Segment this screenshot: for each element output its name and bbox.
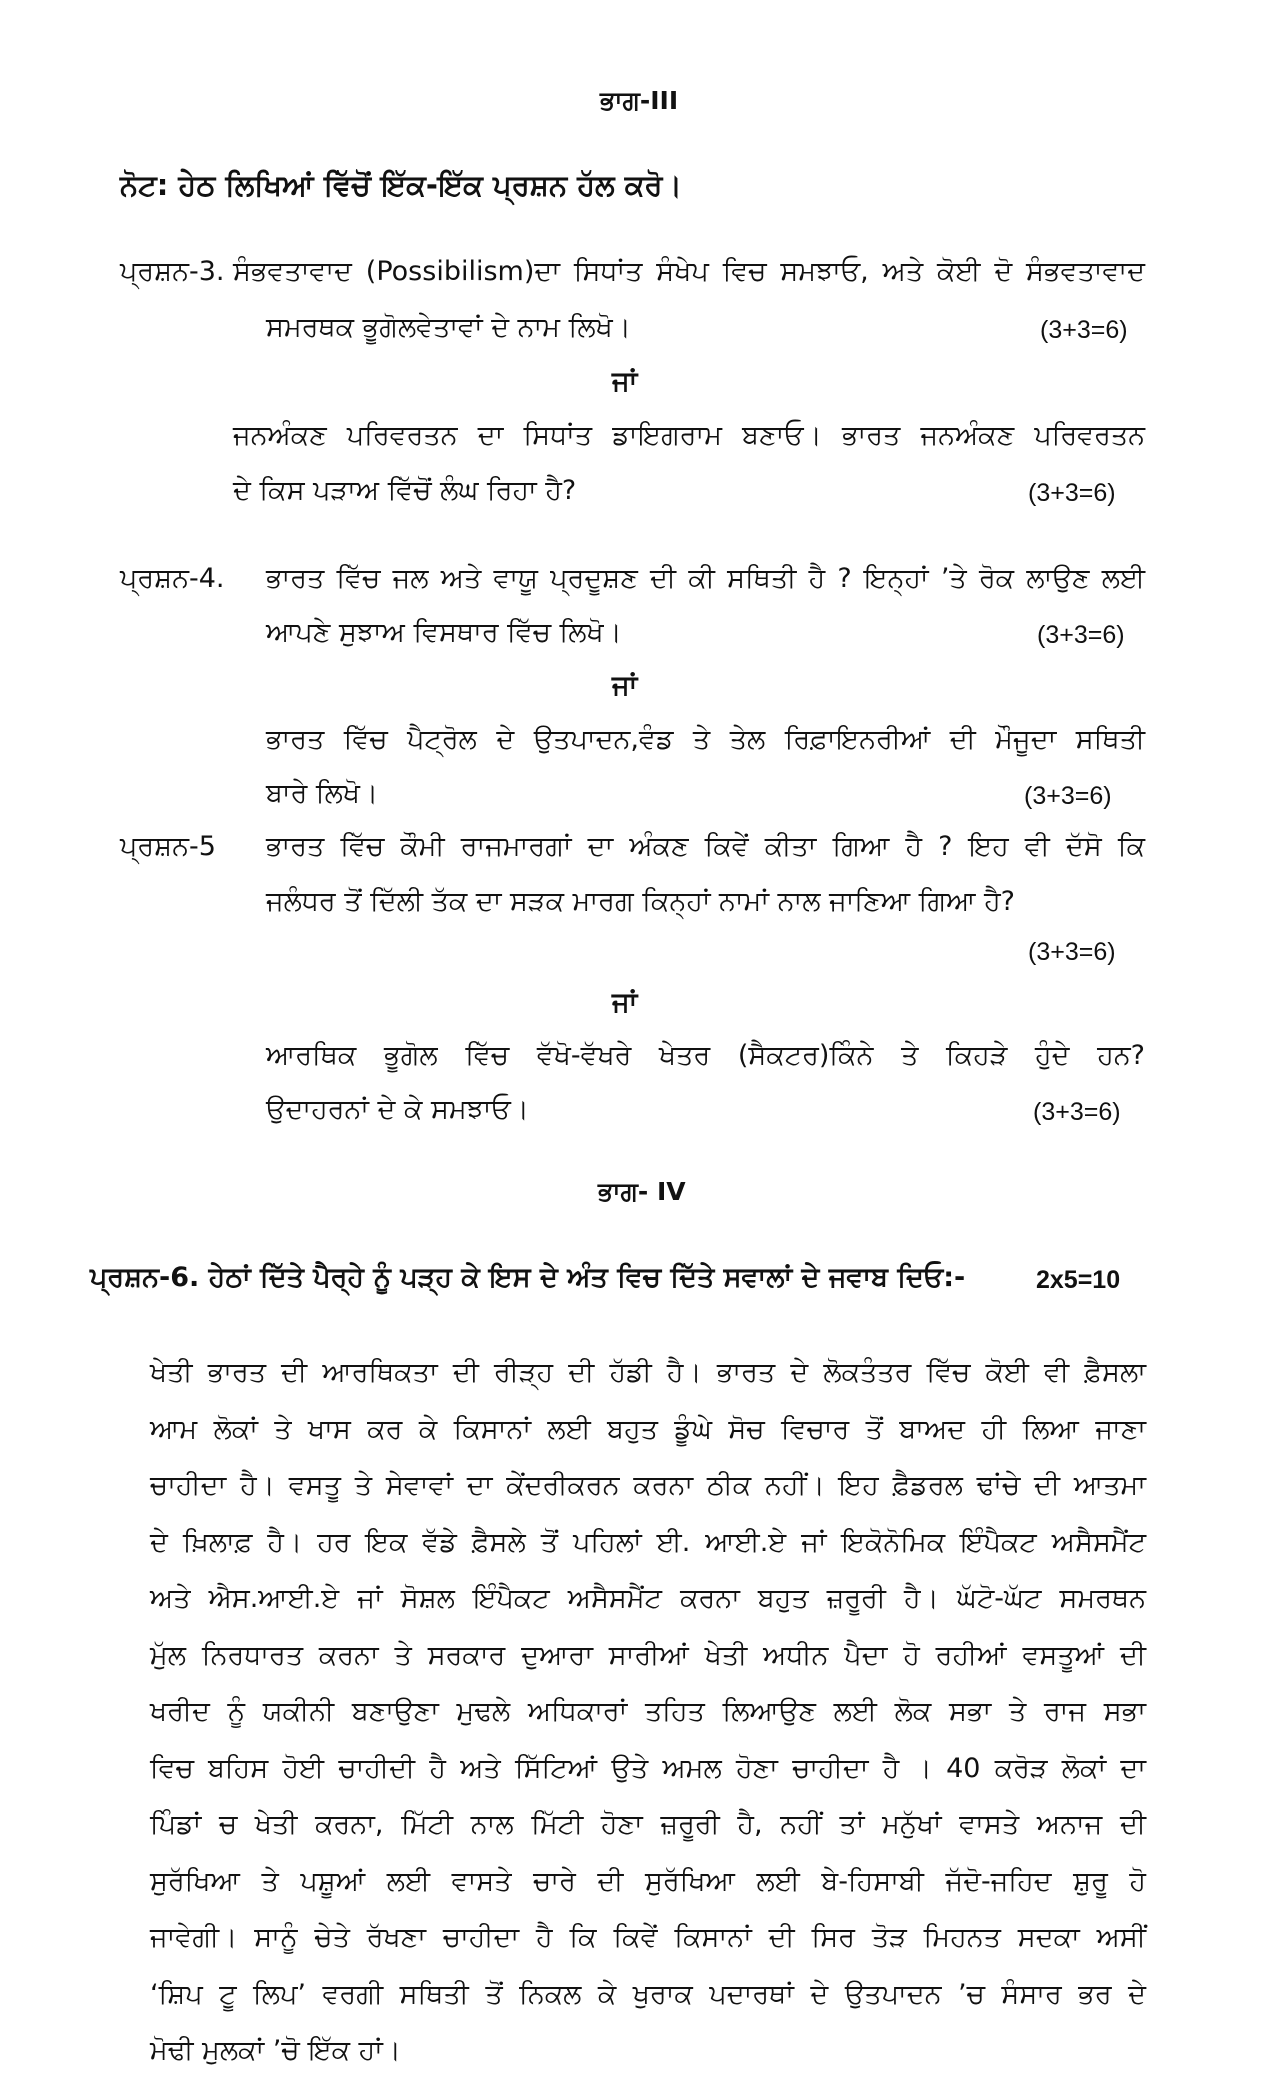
passage-line: ਸੁਰੱਖਿਆ ਤੇ ਪਸ਼ੂਆਂ ਲਈ ਵਾਸਤੇ ਚਾਰੇ ਦੀ ਸੁਰੱਖਿਆ ਲਈ ਬੇ-ਹਿਸਾਬੀ ਜੱਦੋ-ਜਹਿਦ ਸ਼ੁਰੂ ਹੋ (150, 1865, 1146, 1897)
question-3b-line-2: ਦੇ ਕਿਸ ਪੜਾਅ ਵਿੱਚੋਂ ਲੰਘ ਰਿਹਾ ਹੈ? (233, 475, 577, 506)
passage-line: ਮੁੱਲ ਨਿਰਧਾਰਤ ਕਰਨਾ ਤੇ ਸਰਕਾਰ ਦੁਆਰਾ ਸਾਰੀਆਂ ਖੇਤੀ ਅਧੀਨ ਪੈਦਾ ਹੋ ਰਹੀਆਂ ਵਸਤੂਆਂ ਦੀ (150, 1639, 1146, 1671)
part-3-heading: ਭਾਗ-III (600, 86, 679, 115)
question-5-or-label: ਜਾਂ (612, 987, 638, 1018)
question-4b-line-2: ਬਾਰੇ ਲਿਖੋ। (266, 778, 379, 809)
part-4-heading: ਭਾਗ- IV (598, 1177, 686, 1206)
question-3a-line-1: ਸੰਭਵਤਾਵਾਦ (Possibilism)ਦਾ ਸਿਧਾਂਤ ਸੰਖੇਪ ਵਿਚ ਸਮਝਾਓ, ਅਤੇ ਕੋਈ ਦੋ ਸੰਭਵਤਾਵਾਦ (233, 256, 1145, 287)
question-5a-marks: (3+3=6) (1028, 938, 1116, 966)
passage-line: ਜਾਵੇਗੀ। ਸਾਨੂੰ ਚੇਤੇ ਰੱਖਣਾ ਚਾਹੀਦਾ ਹੈ ਕਿ ਕਿਵੇਂ ਕਿਸਾਨਾਂ ਦੀ ਸਿਰ ਤੋੜ ਮਿਹਨਤ ਸਦਕਾ ਅਸੀਂ (150, 1922, 1146, 1953)
passage-line: ਆਮ ਲੋਕਾਂ ਤੇ ਖਾਸ ਕਰ ਕੇ ਕਿਸਾਨਾਂ ਲਈ ਬਹੁਤ ਡੂੰਘੇ ਸੋਚ ਵਿਚਾਰ ਤੋਂ ਬਾਅਦ ਹੀ ਲਿਆ ਜਾਣਾ (150, 1413, 1146, 1445)
question-3a-line-2: ਸਮਰਥਕ ਭੂਗੋਲਵੇਤਾਵਾਂ ਦੇ ਨਾਮ ਲਿਖੋ। (266, 312, 631, 343)
question-4a-line-2: ਆਪਣੇ ਸੁਝਾਅ ਵਿਸਥਾਰ ਵਿੱਚ ਲਿਖੋ। (266, 617, 622, 648)
question-4a-line-1: ਭਾਰਤ ਵਿੱਚ ਜਲ ਅਤੇ ਵਾਯੂ ਪ੍ਰਦੂਸ਼ਣ ਦੀ ਕੀ ਸਥਿਤੀ ਹੈ ? ਇਨ੍ਹਾਂ ’ਤੇ ਰੋਕ ਲਾਉਣ ਲਈ (266, 563, 1145, 594)
passage-line: ਖਰੀਦ ਨੂੰ ਯਕੀਨੀ ਬਣਾਉਣਾ ਮੁਢਲੇ ਅਧਿਕਾਰਾਂ ਤਹਿਤ ਲਿਆਉਣ ਲਈ ਲੋਕ ਸਭਾ ਤੇ ਰਾਜ ਸਭਾ (150, 1696, 1146, 1727)
passage (150, 1345, 1146, 2080)
passage-line: ‘ਸ਼ਿਪ ਟੂ ਲਿਪ’ ਵਰਗੀ ਸਥਿਤੀ ਤੋਂ ਨਿਕਲ ਕੇ ਖੁਰਾਕ ਪਦਾਰਥਾਂ ਦੇ ਉਤਪਾਦਨ ’ਚ ਸੰਸਾਰ ਭਰ ਦੇ (150, 1978, 1146, 2010)
question-6-marks: 2x5=10 (1036, 1266, 1121, 1294)
question-3b-line-1: ਜਨਅੰਕਣ ਪਰਿਵਰਤਨ ਦਾ ਸਿਧਾਂਤ ਡਾਇਗਰਾਮ ਬਣਾਓ। ਭਾਰਤ ਜਨਅੰਕਣ ਪਰਿਵਰਤਨ (233, 420, 1145, 451)
passage-line: ਖੇਤੀ ਭਾਰਤ ਦੀ ਆਰਥਿਕਤਾ ਦੀ ਰੀੜ੍ਹ ਦੀ ਹੱਡੀ ਹੈ। ਭਾਰਤ ਦੇ ਲੋਕਤੰਤਰ ਵਿੱਚ ਕੋਈ ਵੀ ਫ਼ੈਸਲਾ (150, 1357, 1146, 1388)
question-5a-line-2: ਜਲੰਧਰ ਤੋਂ ਦਿੱਲੀ ਤੱਕ ਦਾ ਸੜਕ ਮਾਰਗ ਕਿਨ੍ਹਾਂ ਨਾਮਾਂ ਨਾਲ ਜਾਣਿਆ ਗਿਆ ਹੈ? (266, 886, 1016, 917)
question-3-or-label: ਜਾਂ (612, 366, 638, 397)
question-5b-marks: (3+3=6) (1033, 1098, 1121, 1126)
question-4b-line-1: ਭਾਰਤ ਵਿੱਚ ਪੈਟ੍ਰੋਲ ਦੇ ਉਤਪਾਦਨ,ਵੰਡ ਤੇ ਤੇਲ ਰਿਫ਼ਾਇਨਰੀਆਂ ਦੀ ਮੌਜੂਦਾ ਸਥਿਤੀ (266, 724, 1145, 755)
question-3b-marks: (3+3=6) (1028, 479, 1116, 507)
question-5a-line-1: ਭਾਰਤ ਵਿੱਚ ਕੌਮੀ ਰਾਜਮਾਰਗਾਂ ਦਾ ਅੰਕਣ ਕਿਵੇਂ ਕੀਤਾ ਗਿਆ ਹੈ ? ਇਹ ਵੀ ਦੱਸੋ ਕਿ (266, 831, 1145, 862)
passage-line: ਦੇ ਖ਼ਿਲਾਫ਼ ਹੈ। ਹਰ ਇਕ ਵੱਡੇ ਫ਼ੈਸਲੇ ਤੋਂ ਪਹਿਲਾਂ ਈ. ਆਈ.ਏ ਜਾਂ ਇਕੋਨੋਮਿਕ ਇੰਪੈਕਟ ਅਸੈਸਮੈਂਟ (150, 1526, 1146, 1558)
question-4-or-label: ਜਾਂ (612, 670, 638, 701)
passage-line: ਪਿੰਡਾਂ ਚ ਖੇਤੀ ਕਰਨਾ, ਮਿੱਟੀ ਨਾਲ ਮਿੱਟੀ ਹੋਣਾ ਜ਼ਰੂਰੀ ਹੈ, ਨਹੀਂ ਤਾਂ ਮਨੁੱਖਾਂ ਵਾਸਤੇ ਅਨਾਜ ਦੀ (150, 1809, 1146, 1840)
question-6-text: ਪ੍ਰਸ਼ਨ-6. ਹੇਠਾਂ ਦਿੱਤੇ ਪੈਰ੍ਹੇ ਨੂੰ ਪੜ੍ਹ ਕੇ ਇਸ ਦੇ ਅੰਤ ਵਿਚ ਦਿੱਤੇ ਸਵਾਲਾਂ ਦੇ ਜਵਾਬ ਦਿਓ:- (90, 1262, 966, 1293)
question-5-label: ਪ੍ਰਸ਼ਨ-5 (120, 831, 216, 862)
question-5b-line-2: ਉਦਾਹਰਨਾਂ ਦੇ ਕੇ ਸਮਝਾਓ। (266, 1094, 529, 1125)
question-5b-line-1: ਆਰਥਿਕ ਭੂਗੋਲ ਵਿੱਚ ਵੱਖੋ-ਵੱਖਰੇ ਖੇਤਰ (ਸੈਕਟਰ)ਕਿੰਨੇ ਤੇ ਕਿਹੜੇ ਹੁੰਦੇ ਹਨ? (266, 1040, 1145, 1071)
instruction-note: ਨੋਟ: ਹੇਠ ਲਿਖਿਆਂ ਵਿੱਚੋਂ ਇੱਕ-ਇੱਕ ਪ੍ਰਸ਼ਨ ਹੱਲ ਕਰੋ। (120, 168, 683, 202)
question-4b-marks: (3+3=6) (1024, 782, 1112, 810)
passage-line: ਚਾਹੀਦਾ ਹੈ। ਵਸਤੂ ਤੇ ਸੇਵਾਵਾਂ ਦਾ ਕੇਂਦਰੀਕਰਨ ਕਰਨਾ ਠੀਕ ਨਹੀਂ। ਇਹ ਫ਼ੈਡਰਲ ਢਾਂਚੇ ਦੀ ਆਤਮਾ (150, 1470, 1146, 1501)
question-3a-marks: (3+3=6) (1040, 316, 1128, 344)
passage-line: ਵਿਚ ਬਹਿਸ ਹੋਈ ਚਾਹੀਦੀ ਹੈ ਅਤੇ ਸਿੱਟਿਆਂ ਉਤੇ ਅਮਲ ਹੋਣਾ ਚਾਹੀਦਾ ਹੈ । 40 ਕਰੋੜ ਲੋਕਾਂ ਦਾ (150, 1752, 1146, 1784)
passage-line: ਅਤੇ ਐਸ.ਆਈ.ਏ ਜਾਂ ਸੋਸ਼ਲ ਇੰਪੈਕਟ ਅਸੈਸਮੈਂਟ ਕਰਨਾ ਬਹੁਤ ਜ਼ਰੂਰੀ ਹੈ। ਘੱਟੋ-ਘੱਟ ਸਮਰਥਨ (150, 1583, 1146, 1614)
question-3-label: ਪ੍ਰਸ਼ਨ-3. (120, 256, 225, 287)
question-4a-marks: (3+3=6) (1037, 621, 1125, 649)
passage-line: ਮੋਢੀ ਮੁਲਕਾਂ ’ਚੋ ਇੱਕ ਹਾਂ। (150, 2035, 402, 2066)
question-4-label: ਪ੍ਰਸ਼ਨ-4. (120, 563, 225, 594)
